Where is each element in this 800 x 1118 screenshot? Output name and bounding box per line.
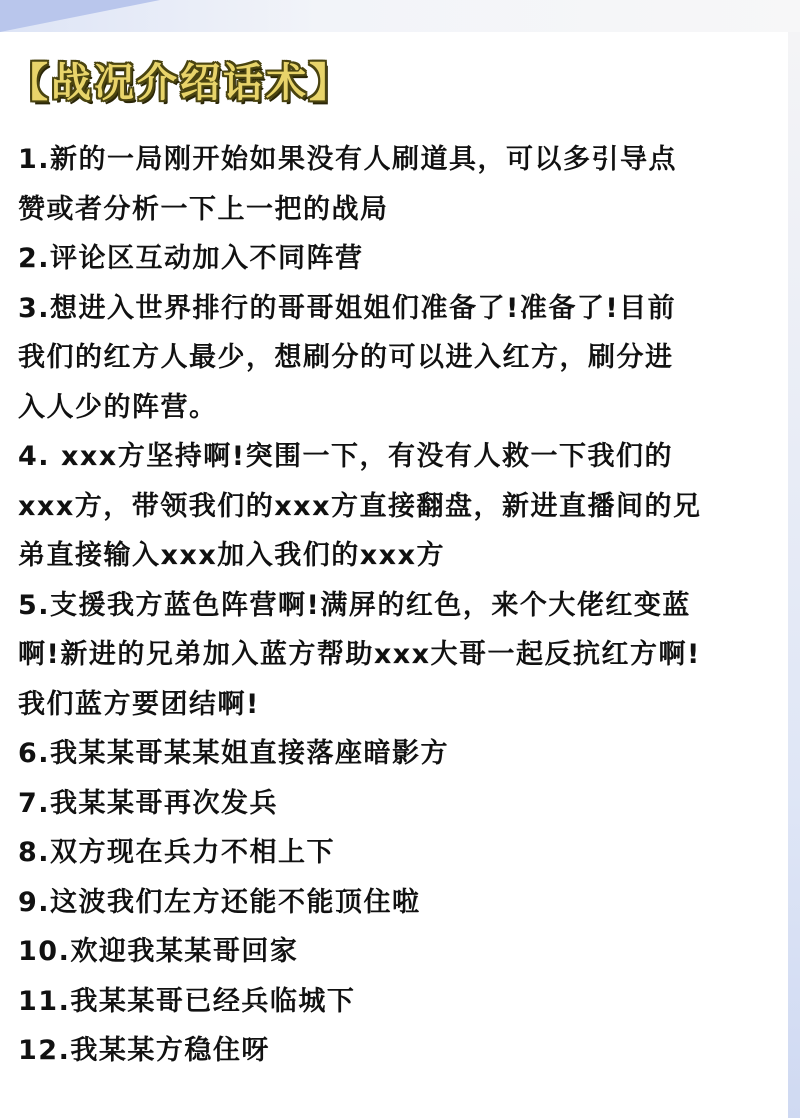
text-line: 12.我某某方稳住呀 (18, 1035, 270, 1066)
text-line: 2.评论区互动加入不同阵营 (18, 243, 364, 274)
text-line: 11.我某某哥已经兵临城下 (18, 985, 356, 1017)
text-line: 弟直接输入xxx加入我们的xxx方 (18, 540, 445, 571)
text-line: 啊!新进的兄弟加入蓝方帮助xxx大哥一起反抗红方啊! (18, 639, 701, 670)
text-line: 我们蓝方要团结啊! (18, 688, 260, 720)
text-line: 7.我某某哥再次发兵 (18, 787, 279, 819)
text-line: 8.双方现在兵力不相上下 (18, 837, 336, 868)
text-line: 入人少的阵营。 (18, 391, 218, 423)
text-line: 5.支援我方蓝色阵营啊!满屏的红色，来个大佬红变蓝 (18, 589, 691, 621)
text-line: xxx方，带领我们的xxx方直接翻盘，新进直播间的兄 (18, 490, 702, 522)
text-line: 我们的红方人最少，想刷分的可以进入红方，刷分进 (18, 342, 674, 373)
text-line: 10.欢迎我某某哥回家 (18, 936, 299, 967)
text-lines (18, 135, 788, 1076)
text-line: 3.想进入世界排行的哥哥姐姐们准备了!准备了!目前 (18, 292, 677, 324)
text-line: 4. xxx方坚持啊!突围一下，有没有人救一下我们的 (18, 441, 674, 472)
right-edge-decoration (788, 32, 800, 1118)
corner-decoration (0, 0, 160, 32)
text-line: 9.这波我们左方还能不能顶住啦 (18, 886, 421, 918)
page-title: 【战况介绍话术】 (8, 60, 352, 106)
text-line: 赞或者分析一下上一把的战局 (18, 193, 389, 225)
text-line: 6.我某某哥某某姐直接落座暗影方 (18, 738, 450, 769)
text-line: 1.新的一局刚开始如果没有人刷道具，可以多引导点 (18, 144, 678, 175)
